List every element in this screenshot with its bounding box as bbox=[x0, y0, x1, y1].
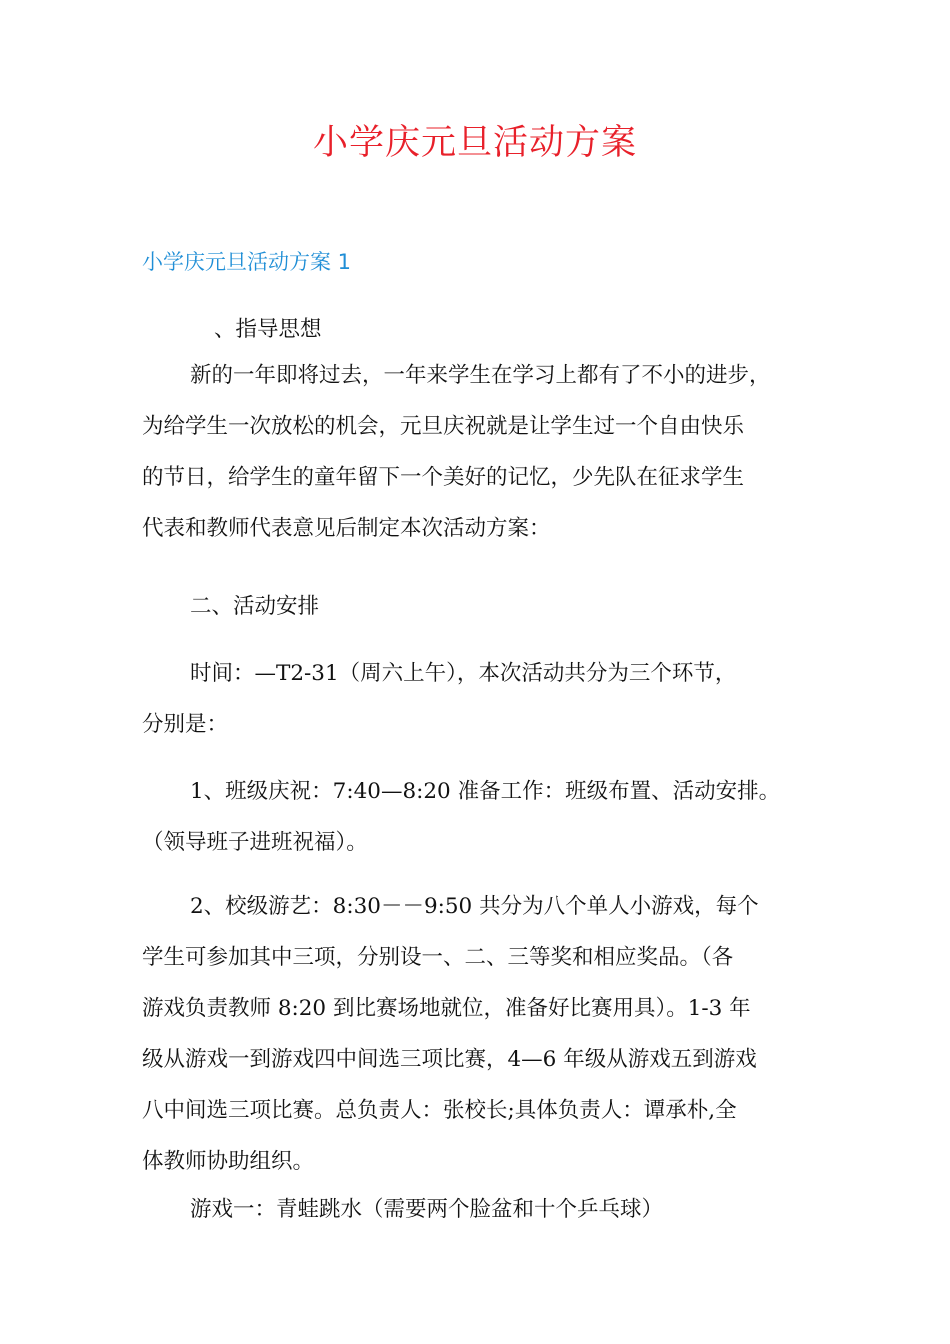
paragraph-line: 代表和教师代表意见后制定本次活动方案： bbox=[142, 516, 551, 541]
item1-paragraph bbox=[142, 766, 812, 868]
part2-heading-block bbox=[142, 581, 812, 632]
game1-paragraph bbox=[142, 1184, 812, 1235]
item2-paragraph bbox=[142, 881, 812, 1187]
section-heading: 小学庆元旦活动方案 1 bbox=[142, 250, 352, 274]
paragraph-line: 级从游戏一到游戏四中间选三项比赛，4—6 年级从游戏五到游戏 bbox=[142, 1047, 757, 1072]
paragraph-line: 2、校级游艺：8:30－－9:50 共分为八个单人小游戏，每个 bbox=[190, 894, 759, 919]
paragraph-line: 八中间选三项比赛。总负责人：张校长;具体负责人：谭承朴,全 bbox=[142, 1098, 737, 1123]
time-paragraph bbox=[142, 648, 812, 750]
paragraph-line: 为给学生一次放松的机会，元旦庆祝就是让学生过一个自由快乐 bbox=[142, 414, 745, 439]
paragraph-line: 体教师协助组织。 bbox=[142, 1149, 315, 1174]
paragraph-line: 分别是： bbox=[142, 712, 229, 737]
part2-heading: 二、活动安排 bbox=[190, 594, 320, 619]
paragraph-line: 时间：—T2-31（周六上午），本次活动共分为三个环节， bbox=[190, 661, 737, 686]
paragraph-line: 1、班级庆祝：7:40—8:20 准备工作：班级布置、活动安排。 bbox=[190, 779, 781, 804]
part1-paragraph bbox=[142, 350, 812, 554]
paragraph-line: 新的一年即将过去，一年来学生在学习上都有了不小的进步， bbox=[190, 363, 771, 388]
document-title: 小学庆元旦活动方案 bbox=[312, 123, 637, 163]
paragraph-line: 游戏负责教师 8:20 到比赛场地就位，准备好比赛用具）。1-3 年 bbox=[142, 996, 751, 1021]
game1-line: 游戏一：青蛙跳水（需要两个脸盆和十个乒乓球） bbox=[190, 1197, 664, 1222]
paragraph-line: （领导班子进班祝福）。 bbox=[142, 830, 368, 855]
part1-heading: 、指导思想 bbox=[214, 317, 322, 342]
paragraph-line: 的节日，给学生的童年留下一个美好的记忆，少先队在征求学生 bbox=[142, 465, 745, 490]
paragraph-line: 学生可参加其中三项，分别设一、二、三等奖和相应奖品。（各 bbox=[142, 945, 734, 970]
